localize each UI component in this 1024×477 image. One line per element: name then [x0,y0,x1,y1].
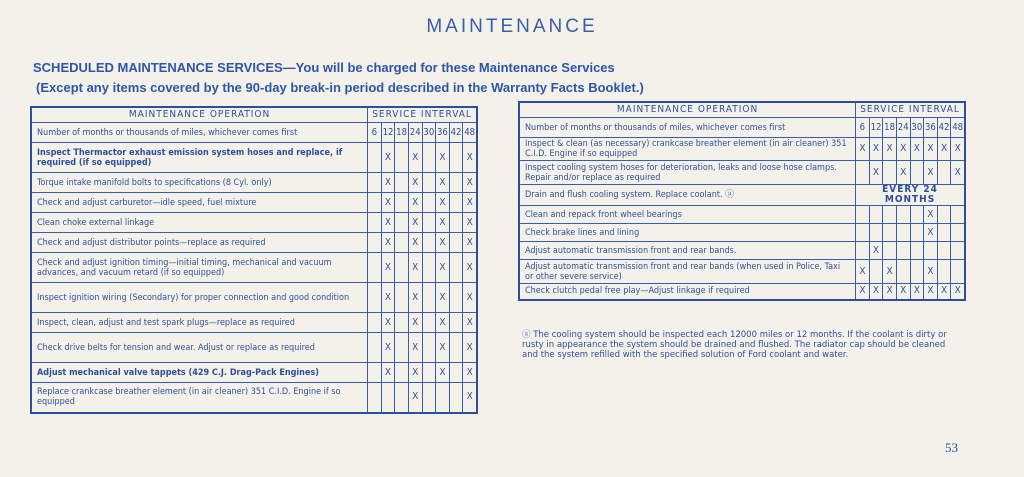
interval-mark: X [463,143,477,173]
operation-label: Inspect ignition wiring (Secondary) for proper connection and good condition [31,283,368,313]
interval-mark: X [463,253,477,283]
interval-mark: X [408,283,422,313]
table-row [519,224,965,242]
left-interval-6: 6 [368,123,382,143]
interval-empty [368,193,382,213]
interval-mark: X [436,233,450,253]
interval-empty [910,260,924,284]
interval-empty [910,242,924,260]
right-interval-36: 36 [924,118,938,138]
interval-empty [449,333,463,363]
page-number: 53 [945,440,958,455]
interval-mark: X [381,143,395,173]
table-row [31,213,477,233]
interval-mark: X [463,193,477,213]
interval-empty [395,233,409,253]
left-maintenance-table [30,106,478,414]
interval-empty [368,363,382,383]
operation-label: Adjust mechanical valve tappets (429 C.J. Drag-Pack Engines) [31,363,368,383]
interval-empty [896,206,910,224]
interval-empty [449,143,463,173]
interval-empty [910,206,924,224]
table-row [31,363,477,383]
interval-empty [422,173,436,193]
interval-mark: X [381,283,395,313]
operation-label: Adjust automatic transmission front and rear bands. [519,242,856,260]
page-title: MAINTENANCE [426,16,598,37]
interval-empty [368,313,382,333]
table-row [31,233,477,253]
interval-mark: X [408,253,422,283]
left-interval-header: SERVICE INTERVAL [368,107,477,123]
right-operation-header: MAINTENANCE OPERATION [519,102,856,118]
interval-mark: X [937,284,951,300]
interval-empty [422,313,436,333]
interval-mark: X [436,313,450,333]
operation-label: Clean choke external linkage [31,213,368,233]
interval-empty [368,213,382,233]
heading-line-1: SCHEDULED MAINTENANCE SERVICES—You will be charged for these Maintenance Services [33,60,615,75]
interval-empty [368,333,382,363]
interval-mark: X [463,333,477,363]
every-24-months: EVERY 24 MONTHS [856,185,965,206]
interval-empty [395,143,409,173]
table-row [31,143,477,173]
interval-empty [869,206,883,224]
interval-mark: X [408,333,422,363]
interval-mark: X [924,206,938,224]
left-interval-24: 24 [408,123,422,143]
interval-empty [449,283,463,313]
interval-empty [395,213,409,233]
table-row [31,313,477,333]
interval-empty [395,313,409,333]
interval-empty [395,283,409,313]
interval-mark: X [408,193,422,213]
interval-empty [381,383,395,413]
interval-mark: X [436,283,450,313]
table-row [31,283,477,313]
interval-mark: X [856,138,870,161]
interval-mark: X [883,260,897,284]
interval-mark: X [869,138,883,161]
interval-empty [449,193,463,213]
left-interval-48: 48 [463,123,477,143]
interval-empty [422,253,436,283]
operation-label: Check and adjust carburetor—idle speed, fuel mixture [31,193,368,213]
interval-empty [910,224,924,242]
interval-mark: X [408,233,422,253]
left-interval-12: 12 [381,123,395,143]
interval-mark: X [463,383,477,413]
interval-empty [422,233,436,253]
interval-empty [449,213,463,233]
operation-label: Adjust automatic transmission front and rear bands (when used in Police, Taxi or other severe service) [519,260,856,284]
interval-empty [422,143,436,173]
table-row [519,206,965,224]
interval-empty [896,242,910,260]
interval-empty [422,283,436,313]
operation-label: Inspect, clean, adjust and test spark plugs—replace as required [31,313,368,333]
right-interval-24: 24 [896,118,910,138]
right-interval-42: 42 [937,118,951,138]
interval-mark: X [856,284,870,300]
table-row [31,193,477,213]
right-interval-6: 6 [856,118,870,138]
interval-empty [395,333,409,363]
interval-empty [869,260,883,284]
interval-empty [395,193,409,213]
interval-mark: X [924,161,938,185]
interval-empty [937,206,951,224]
interval-mark: X [463,213,477,233]
interval-mark: X [883,138,897,161]
operation-label: Clean and repack front wheel bearings [519,206,856,224]
interval-mark: X [869,284,883,300]
right-interval-12: 12 [869,118,883,138]
interval-mark: X [924,224,938,242]
interval-mark: X [463,313,477,333]
interval-mark: X [869,242,883,260]
interval-mark: X [951,284,965,300]
interval-empty [896,260,910,284]
interval-mark: X [436,193,450,213]
interval-mark: X [951,161,965,185]
interval-empty [422,193,436,213]
interval-mark: X [856,260,870,284]
table-row [31,383,477,413]
interval-empty [422,333,436,363]
interval-mark: X [910,284,924,300]
interval-mark: X [896,161,910,185]
table-row [31,333,477,363]
table-row [519,260,965,284]
operation-label: Inspect & clean (as necessary) crankcase breather element (in air cleaner) 351 C.I.D. Engine if so equipped [519,138,856,161]
operation-label: Check and adjust ignition timing—initial timing, mechanical and vacuum advances, and vacuum retard (if so equipped) [31,253,368,283]
interval-mark: X [381,253,395,283]
interval-empty [951,224,965,242]
table-row [519,284,965,300]
interval-empty [368,383,382,413]
interval-mark: X [869,161,883,185]
interval-mark: X [408,213,422,233]
interval-empty [368,233,382,253]
interval-mark: X [436,213,450,233]
interval-mark: X [381,313,395,333]
table-row [519,242,965,260]
operation-label: Drain and flush cooling system. Replace coolant. ⓐ [519,185,856,206]
interval-empty [883,161,897,185]
left-interval-label: Number of months or thousands of miles, whichever comes first [31,123,368,143]
interval-empty [883,242,897,260]
interval-mark: X [381,233,395,253]
interval-mark: X [883,284,897,300]
interval-empty [422,363,436,383]
interval-mark: X [381,213,395,233]
interval-mark: X [381,193,395,213]
interval-mark: X [463,173,477,193]
right-interval-18: 18 [883,118,897,138]
heading-line-2: (Except any items covered by the 90-day break-in period described in the Warranty Facts Booklet.) [36,80,644,95]
operation-label: Check and adjust distributor points—replace as required [31,233,368,253]
interval-empty [856,242,870,260]
interval-mark: X [924,284,938,300]
table-row [519,161,965,185]
interval-mark: X [436,333,450,363]
interval-empty [436,383,450,413]
interval-empty [395,253,409,283]
interval-mark: X [381,363,395,383]
interval-mark: X [463,363,477,383]
interval-empty [449,383,463,413]
interval-empty [368,143,382,173]
operation-label: Torque intake manifold bolts to specifications (8 Cyl. only) [31,173,368,193]
interval-mark: X [408,363,422,383]
right-header-row [519,102,965,118]
interval-empty [937,161,951,185]
right-maintenance-table [518,101,966,301]
left-interval-row [31,123,477,143]
interval-empty [395,383,409,413]
table-row [519,138,965,161]
operation-label: Inspect Thermactor exhaust emission system hoses and replace, if required (if so equipped) [31,143,368,173]
interval-empty [951,260,965,284]
left-header-row [31,107,477,123]
table-row [31,173,477,193]
right-interval-48: 48 [951,118,965,138]
interval-mark: X [436,143,450,173]
interval-empty [449,253,463,283]
interval-empty [896,224,910,242]
right-interval-label: Number of months or thousands of miles, whichever comes first [519,118,856,138]
interval-empty [449,233,463,253]
operation-label: Inspect cooling system hoses for deterioration, leaks and loose hose clamps. Repair and/or replace as required [519,161,856,185]
interval-empty [856,224,870,242]
interval-mark: X [408,143,422,173]
operation-label: Check drive belts for tension and wear. Adjust or replace as required [31,333,368,363]
interval-empty [368,283,382,313]
interval-mark: X [408,173,422,193]
interval-empty [951,206,965,224]
table-row [31,253,477,283]
interval-empty [395,363,409,383]
operation-label: Check clutch pedal free play—Adjust linkage if required [519,284,856,300]
interval-empty [449,313,463,333]
interval-empty [883,206,897,224]
interval-mark: X [408,383,422,413]
right-interval-header: SERVICE INTERVAL [856,102,965,118]
right-interval-30: 30 [910,118,924,138]
interval-mark: X [463,283,477,313]
interval-empty [951,242,965,260]
interval-mark: X [463,233,477,253]
left-interval-18: 18 [395,123,409,143]
interval-empty [937,242,951,260]
interval-empty [856,206,870,224]
interval-empty [937,224,951,242]
interval-mark: X [381,333,395,363]
right-interval-row [519,118,965,138]
interval-mark: X [896,284,910,300]
interval-mark: X [924,138,938,161]
interval-mark: X [436,173,450,193]
interval-empty [368,173,382,193]
interval-mark: X [436,253,450,283]
interval-mark: X [924,260,938,284]
interval-mark: X [896,138,910,161]
cooling-footnote: ⓐ The cooling system should be inspected each 12000 miles or 12 months. If the coolant is dirty or rusty in appearance the system should be drained and flushed. The radiator cap should be cleaned and the system refilled with the specified solution of Ford coolant and water. [522,330,947,360]
operation-label: Replace crankcase breather element (in air cleaner) 351 C.I.D. Engine if so equipped [31,383,368,413]
interval-empty [449,363,463,383]
interval-empty [395,173,409,193]
interval-empty [856,161,870,185]
interval-empty [449,173,463,193]
interval-empty [937,260,951,284]
interval-mark: X [436,363,450,383]
left-interval-42: 42 [449,123,463,143]
interval-mark: X [910,138,924,161]
interval-empty [869,224,883,242]
interval-mark: X [951,138,965,161]
left-interval-30: 30 [422,123,436,143]
interval-empty [910,161,924,185]
interval-empty [924,242,938,260]
interval-mark: X [408,313,422,333]
operation-label: Check brake lines and lining [519,224,856,242]
table-row [519,185,965,206]
left-operation-header: MAINTENANCE OPERATION [31,107,368,123]
interval-empty [422,383,436,413]
left-interval-36: 36 [436,123,450,143]
interval-mark: X [381,173,395,193]
interval-empty [883,224,897,242]
interval-empty [422,213,436,233]
interval-mark: X [937,138,951,161]
interval-empty [368,253,382,283]
